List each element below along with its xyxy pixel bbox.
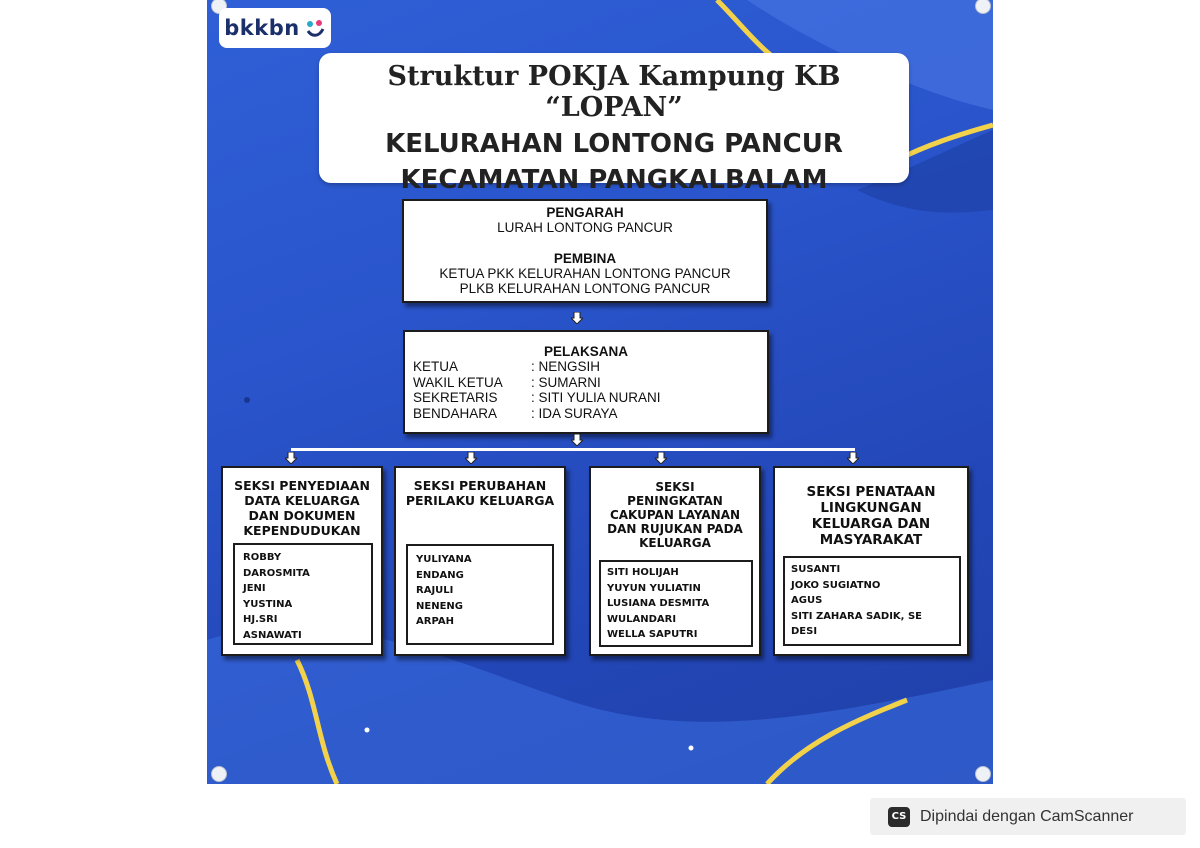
pelaksana-value: : IDA SURAYA — [531, 405, 618, 421]
seksi-perubahan-perilaku-box — [394, 466, 566, 656]
pengarah-name: LURAH LONTONG PANCUR — [497, 220, 673, 235]
member-name: SITI HOLIJAH — [607, 567, 679, 578]
pembina-line: KETUA PKK KELURAHAN LONTONG PANCUR — [439, 266, 731, 281]
title-panel — [319, 53, 909, 195]
member-name: WELLA SAPUTRI — [607, 629, 698, 640]
member-name: ASNAWATI — [243, 629, 302, 641]
member-name: RAJULI — [416, 585, 454, 596]
down-arrow-icon — [285, 452, 297, 464]
pelaksana-role: SEKRETARIS — [413, 390, 498, 405]
pelaksana-role: WAKIL KETUA — [413, 374, 503, 390]
member-name: YULIYANA — [416, 554, 472, 565]
seksi-title-line: DAN RUJUKAN PADA — [607, 522, 743, 536]
pelaksana-row — [413, 375, 767, 391]
seksi-title-line: LINGKUNGAN — [820, 500, 922, 516]
seksi-title-line: SEKSI PENATAAN — [806, 484, 936, 500]
seksi-title-line: SEKSI — [655, 480, 695, 494]
pelaksana-value: : NENGSIH — [531, 359, 601, 374]
pelaksana-role: KETUA — [413, 359, 459, 374]
title-kelurahan: KELURAHAN LONTONG PANCUR — [385, 129, 843, 159]
pelaksana-heading: PELAKSANA — [543, 344, 628, 359]
seksi-peningkatan-cakupan-box — [589, 466, 761, 656]
pengarah-box — [402, 199, 768, 303]
pelaksana-row — [413, 406, 767, 422]
member-name: JOKO SUGIATNO — [791, 579, 881, 591]
member-list — [599, 560, 753, 647]
member-name: ENDANG — [416, 569, 464, 581]
member-list — [783, 556, 961, 646]
seksi-title — [223, 478, 381, 538]
member-name: SITI ZAHARA SADIK, SE — [791, 610, 922, 622]
down-arrow-icon — [465, 452, 477, 464]
down-arrow-icon — [571, 434, 583, 446]
seksi-title — [775, 484, 967, 548]
seksi-title-line: DATA KELUARGA — [244, 493, 360, 508]
pelaksana-box — [403, 330, 769, 434]
title-kecamatan: KECAMATAN PANGKALBALAM — [400, 165, 828, 195]
member-name: YUSTINA — [243, 598, 293, 610]
member-name: AGUS — [791, 595, 823, 606]
pelaksana-row — [413, 359, 767, 375]
member-name: DAROSMITA — [243, 567, 310, 579]
camscanner-icon: CS — [888, 807, 910, 827]
seksi-title-line: SEKSI PENYEDIAAN — [234, 478, 370, 493]
member-name: LUSIANA DESMITA — [607, 598, 710, 609]
seksi-penyediaan-data-box — [221, 466, 383, 656]
seksi-title-line: PENINGKATAN — [627, 494, 723, 508]
member-name: ARPAH — [416, 616, 454, 627]
seksi-penataan-lingkungan-box — [773, 466, 969, 656]
logo-text: bkkbn — [224, 16, 300, 40]
pengarah-heading: PENGARAH — [546, 205, 624, 220]
down-arrow-icon — [655, 452, 667, 464]
camscanner-watermark — [870, 798, 1186, 835]
seksi-title-line: CAKUPAN LAYANAN — [609, 508, 741, 522]
logo-mark-icon — [304, 17, 326, 39]
corner-bolt — [975, 766, 991, 782]
seksi-title-line: MASYARAKAT — [819, 532, 923, 548]
seksi-title-line: DAN DOKUMEN — [248, 508, 356, 523]
member-name: JENI — [243, 583, 266, 594]
member-name: HJ.SRI — [243, 614, 278, 625]
seksi-title-line: PERILAKU KELUARGA — [405, 493, 555, 508]
pelaksana-value: : SUMARNI — [531, 374, 601, 390]
connector-line — [291, 448, 855, 451]
down-arrow-icon — [571, 312, 583, 324]
member-name: YUYUN YULIATIN — [607, 582, 701, 594]
seksi-title — [591, 480, 759, 550]
seksi-title-line: KELUARGA DAN — [811, 516, 931, 532]
bkkbn-logo — [219, 8, 331, 48]
camscanner-text: Dipindai dengan CamScanner — [920, 807, 1134, 825]
member-name: WULANDARI — [607, 613, 677, 625]
pelaksana-value: : SITI YULIA NURANI — [531, 390, 661, 405]
title-main: Struktur POKJA Kampung KB “LOPAN” — [387, 61, 841, 123]
member-list — [406, 544, 554, 645]
seksi-title — [396, 478, 564, 508]
member-name: ROBBY — [243, 552, 282, 563]
member-list — [233, 543, 373, 645]
pembina-heading: PEMBINA — [553, 251, 617, 266]
seksi-title-line: KELUARGA — [639, 536, 711, 550]
down-arrow-icon — [847, 452, 859, 464]
poster-board — [207, 0, 993, 784]
seksi-title-line: KEPENDUDUKAN — [243, 523, 361, 538]
pelaksana-role: BENDAHARA — [413, 405, 498, 421]
member-name: DESI — [791, 626, 818, 637]
member-name: NENENG — [416, 600, 463, 612]
corner-bolt — [211, 766, 227, 782]
seksi-title-line: SEKSI PERUBAHAN — [413, 478, 547, 493]
member-name: SUSANTI — [791, 564, 841, 575]
pelaksana-row — [413, 390, 767, 406]
pembina-line: PLKB KELURAHAN LONTONG PANCUR — [459, 281, 711, 296]
